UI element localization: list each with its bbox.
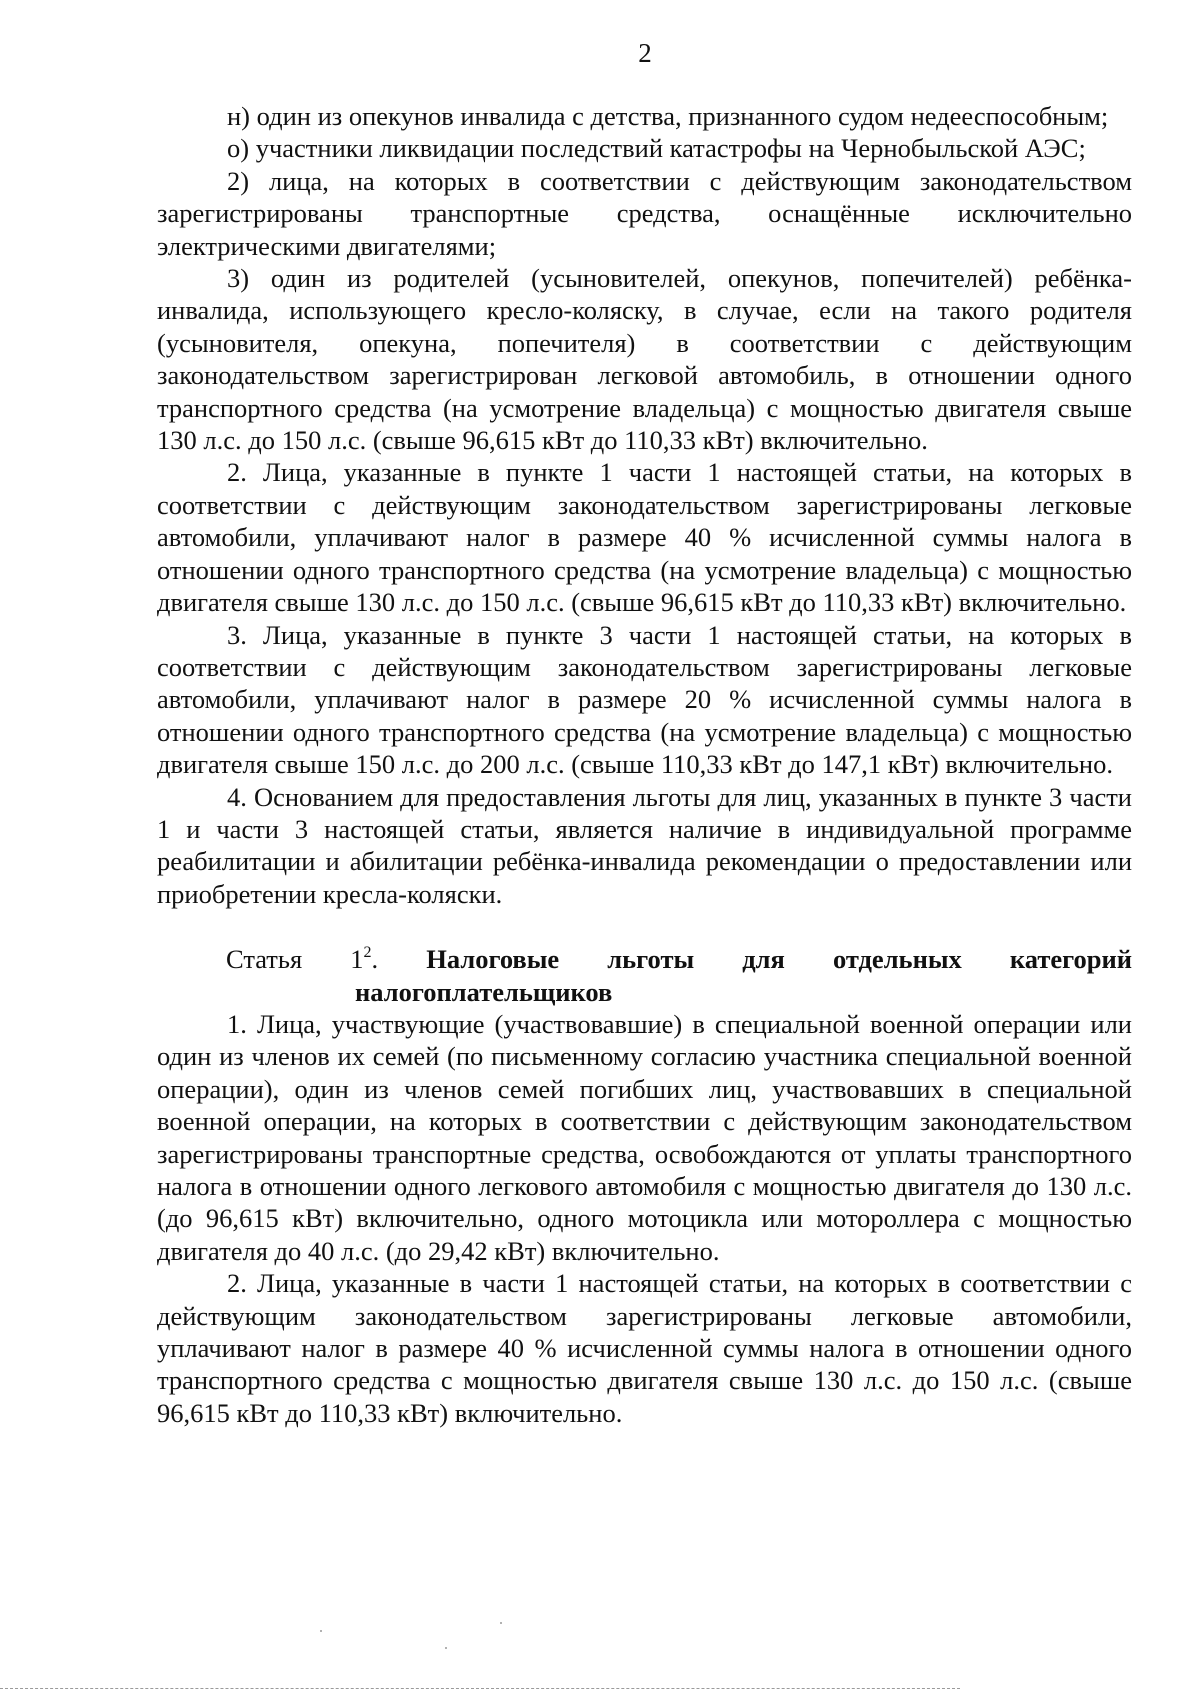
article-paragraph-2: 2. Лица, указанные в части 1 настоящей статьи, на которых в соответствии с действующим законодательством зарегистрированы легковые автомобили, уплачивают налог в размере 40 % исчисленной суммы налога в отношении одного транспортного средства с мощностью двигателя свыше 130 л.с. до 150 л.с. (свыше 96,615 кВт до 110,33 кВт) включительно. <box>157 1268 1132 1428</box>
article-superscript: 2 <box>363 944 372 962</box>
scan-speck <box>500 1622 502 1624</box>
article-paragraph-1: 1. Лица, участвующие (участвовавшие) в специальной военной операции или один из членов их семей (по письменному согласию участника специальной военной операции), один из членов семей погибших лиц, участвовавших в специальной военной операции, на которых в соответствии с действующим законодательством зарегистрированы транспортные средства, освобождаются от уплаты транспортного налога в отношении одного легкового автомобиля с мощностью двигателя до 130 л.с. (до 96,615 кВт) включительно, одного мотоцикла или мотороллера с мощностью двигателя до 40 л.с. (до 29,42 кВт) включительно. <box>157 1008 1132 1266</box>
paragraph-o: о) участники ликвидации последствий катастрофы на Чернобыльской АЭС; <box>227 133 1086 164</box>
article-heading <box>157 943 1132 1008</box>
article-number: Статья 1 <box>226 944 364 975</box>
paragraph-part-3: 3. Лица, указанные в пункте 3 части 1 настоящей статьи, на которых в соответствии с действующим законодательством зарегистрированы легковые автомобили, уплачивают налог в размере 20 % исчисленной суммы налога в отношении одного транспортного средства (на усмотрение владельца) с мощностью двигателя свыше 150 л.с. до 200 л.с. (свыше 110,33 кВт до 147,1 кВт) включительно. <box>157 619 1132 780</box>
scan-speck <box>445 1647 447 1649</box>
paragraph-part-2: 2. Лица, указанные в пункте 1 части 1 настоящей статьи, на которых в соответствии с действующим законодательством зарегистрированы легковые автомобили, уплачивают налог в размере 40 % исчисленной суммы налога в отношении одного транспортного средства (на усмотрение владельца) с мощностью двигателя свыше 130 л.с. до 150 л.с. (свыше 96,615 кВт до 110,33 кВт) включительно. <box>157 457 1132 618</box>
page-number: 2 <box>638 38 652 68</box>
scan-speck <box>320 1630 322 1632</box>
paragraph-part-4: 4. Основанием для предоставления льготы для лиц, указанных в пункте 3 части 1 и части 3 настоящей статьи, является наличие в индивидуальной программе реабилитации и абилитации ребёнка-инвалида рекомендации о предоставлении или приобретении кресла-коляски. <box>157 781 1132 909</box>
article-separator: . <box>371 944 427 975</box>
paragraph-item-3: 3) один из родителей (усыновителей, опекунов, попечителей) ребёнка-инвалида, использующего кресло-коляску, в случае, если на такого родителя (усыновителя, опекуна, попечителя) в соответствии с действующим законодательством зарегистрирован легковой автомобиль, в отношении одного транспортного средства (на усмотрение владельца) с мощностью двигателя свыше 130 л.с. до 150 л.с. (свыше 96,615 кВт до 110,33 кВт) включительно. <box>157 263 1132 456</box>
document-body <box>157 100 1132 1429</box>
paragraph-item-2: 2) лица, на которых в соответствии с действующим законодательством зарегистрированы транспортные средства, оснащённые исключительно электрическими двигателями; <box>157 165 1132 261</box>
article-title: Налоговые льготы для отдельных категорий налогоплательщиков <box>355 944 1132 1007</box>
scan-bottom-edge <box>0 1688 960 1689</box>
paragraph-n: н) один из опекунов инвалида с детства, признанного судом недееспособным; <box>227 101 1109 131</box>
